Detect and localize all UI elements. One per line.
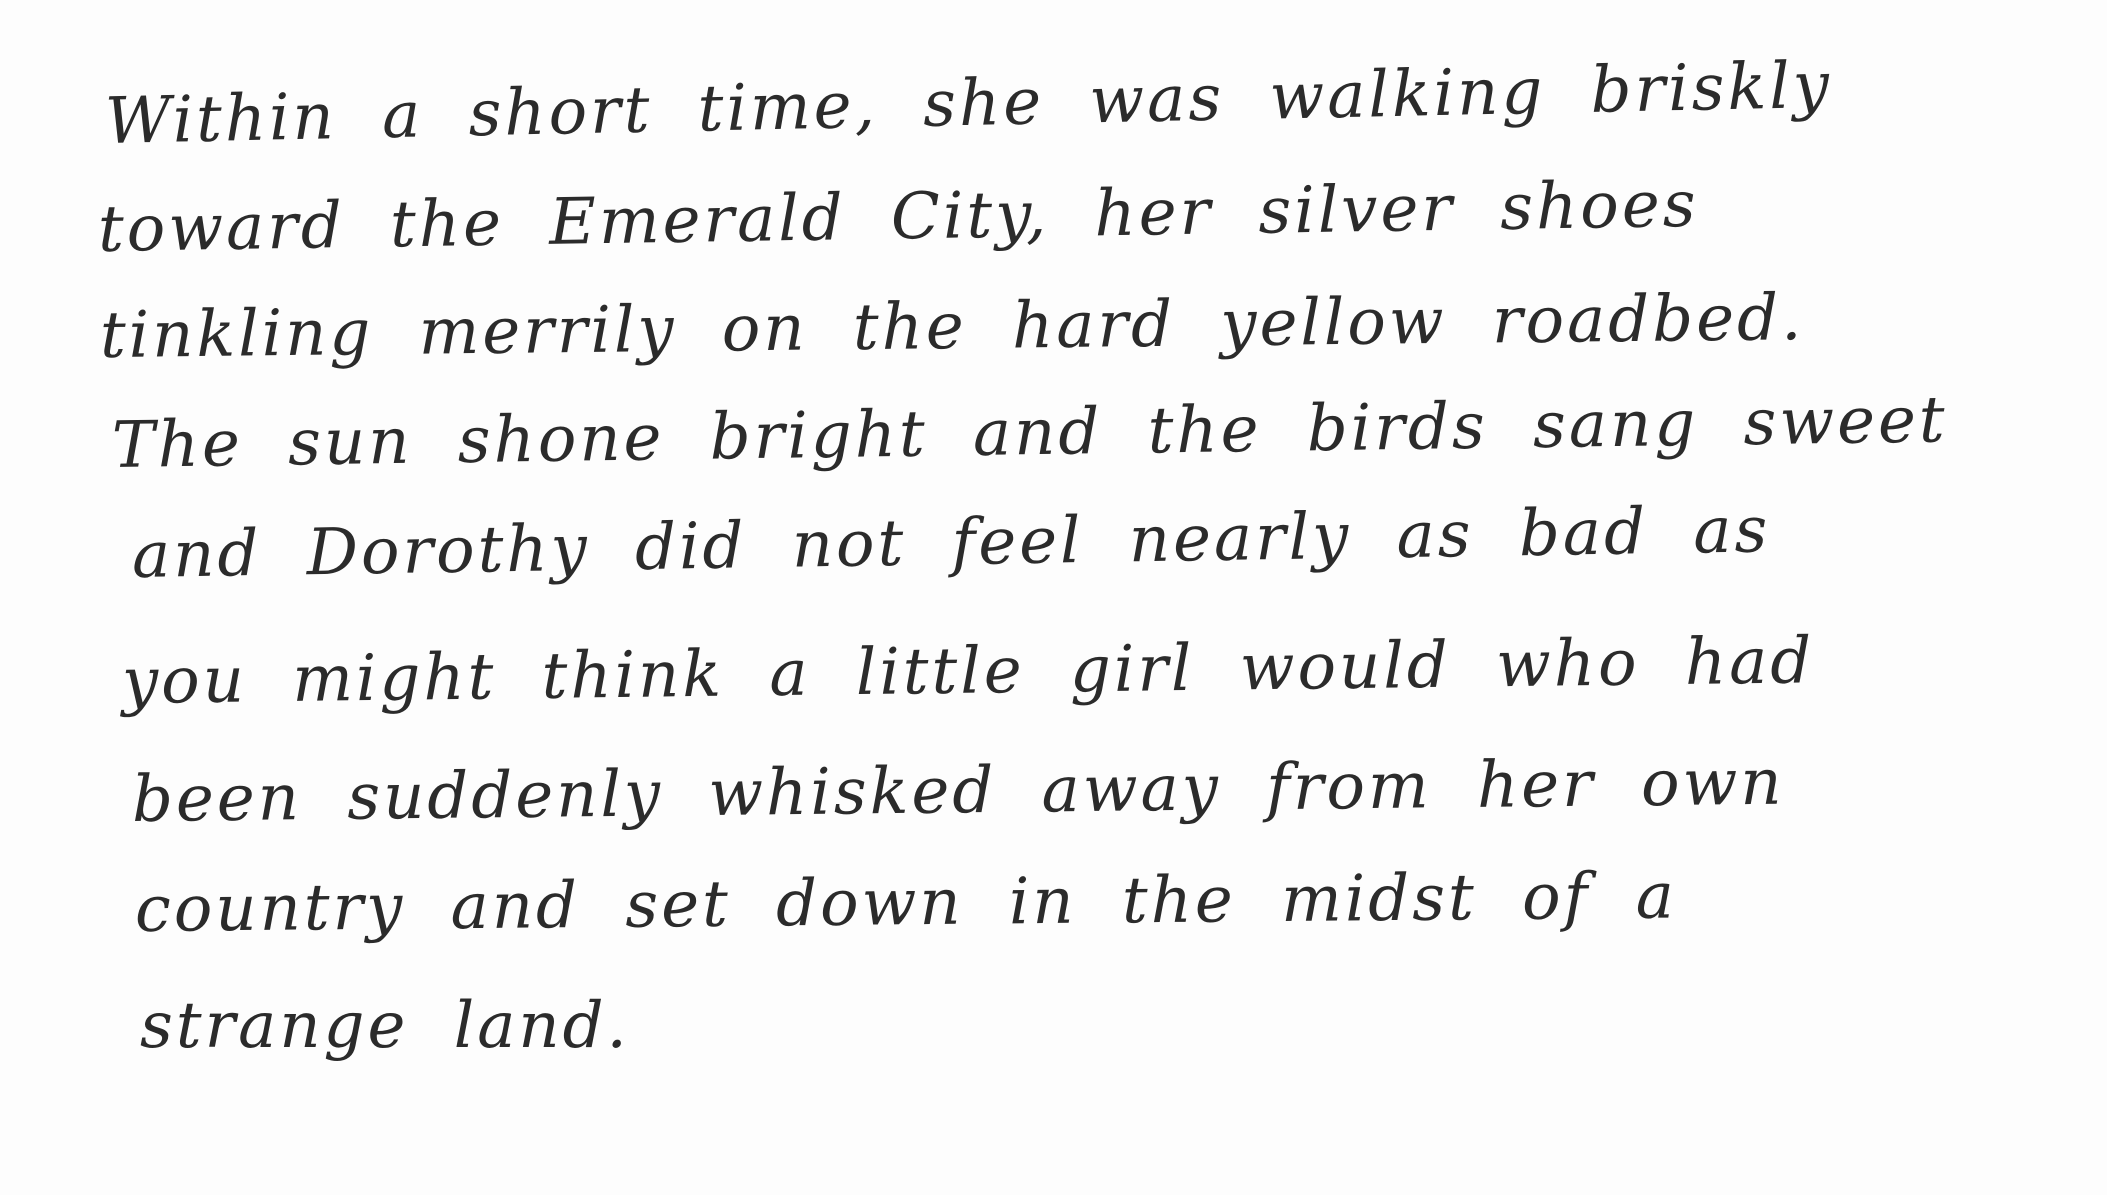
handwritten-line: and Dorothy did not feel nearly as bad as [131,493,1771,593]
handwritten-line: toward the Emerald City, her silver shoes [97,167,1700,267]
handwritten-line: The sun shone bright and the birds sang sweet [111,383,1949,483]
handwritten-line: Within a short time, she was walking briskly [104,48,1833,159]
handwritten-line: strange land. [140,989,630,1063]
handwritten-line: been suddenly whisked away from her own [131,745,1785,837]
handwritten-line: you might think a little girl would who had [121,624,1815,719]
handwritten-line: tinkling merrily on the hard yellow roadbed. [99,281,1805,373]
handwritten-line: country and set down in the midst of a [134,859,1678,947]
